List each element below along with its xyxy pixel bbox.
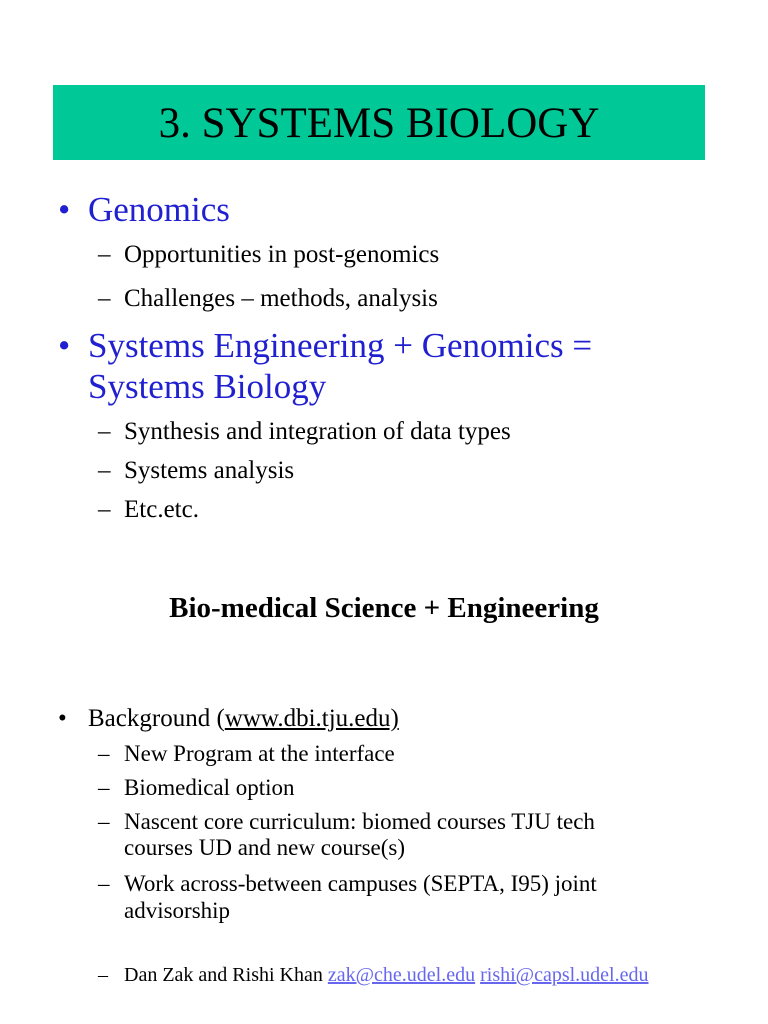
dash: –: [98, 241, 111, 268]
subitem-label: Challenges – methods, analysis: [124, 285, 438, 312]
footer-names: Dan Zak and Rishi Khan: [124, 964, 323, 986]
dash: –: [98, 285, 111, 312]
email-link-zak[interactable]: zak@che.udel.edu: [327, 964, 476, 986]
dash: –: [98, 871, 110, 896]
subitem-label: Work across-between campuses (SEPTA, I95) joint: [124, 871, 597, 896]
subitem-biomedical: [98, 774, 295, 802]
subitem-label: Opportunities in post-genomics: [124, 241, 440, 268]
systems-heading-line1: Systems Engineering + Genomics =: [88, 326, 593, 365]
subitem-challenges: [98, 284, 438, 314]
bullet-background: [58, 704, 399, 734]
subitem-label: Synthesis and integration of data types: [124, 418, 511, 445]
background-label: Background (: [88, 705, 225, 732]
dbi-link[interactable]: www.dbi.tju.edu): [224, 705, 399, 732]
email-link-rishi[interactable]: rishi@capsl.udel.edu: [480, 964, 649, 986]
subitem-curriculum-cont: courses UD and new course(s): [124, 835, 406, 860]
subitem-label: New Program at the interface: [124, 741, 395, 766]
bullet-genomics: [58, 190, 230, 230]
subitem-label: Etc.etc.: [124, 496, 199, 523]
systems-heading-line2: Systems Biology: [88, 367, 327, 406]
subitem-opportunities: [98, 240, 439, 270]
subitem-label: Systems analysis: [124, 457, 295, 484]
bullet-systems-engineering: [58, 326, 592, 366]
subitem-systems-analysis: [98, 456, 294, 486]
dash: –: [98, 741, 110, 766]
bullet-dot: •: [58, 326, 71, 365]
bullet-dot: •: [58, 705, 67, 732]
subitem-etc: [98, 495, 199, 525]
dash: –: [98, 496, 111, 523]
subtitle: Bio-medical Science + Engineering: [169, 592, 599, 624]
dash: –: [98, 809, 110, 834]
slide-title: 3. SYSTEMS BIOLOGY: [158, 100, 600, 147]
footer-line: [98, 962, 649, 988]
subitem-work-across-cont: advisorship: [124, 898, 231, 923]
dash: –: [98, 964, 108, 986]
genomics-heading: Genomics: [88, 190, 230, 229]
dash: –: [98, 418, 111, 445]
subitem-curriculum: [98, 808, 595, 836]
subitem-new-program: [98, 740, 395, 768]
subitem-label: Biomedical option: [124, 775, 295, 800]
dash: –: [98, 457, 111, 484]
bullet-dot: •: [58, 190, 71, 229]
subitem-label: Nascent core curriculum: biomed courses TJU tech: [124, 809, 595, 834]
dash: –: [98, 775, 110, 800]
subitem-synthesis: [98, 417, 511, 447]
subitem-work-across: [98, 870, 597, 898]
title-banner: [53, 85, 705, 160]
